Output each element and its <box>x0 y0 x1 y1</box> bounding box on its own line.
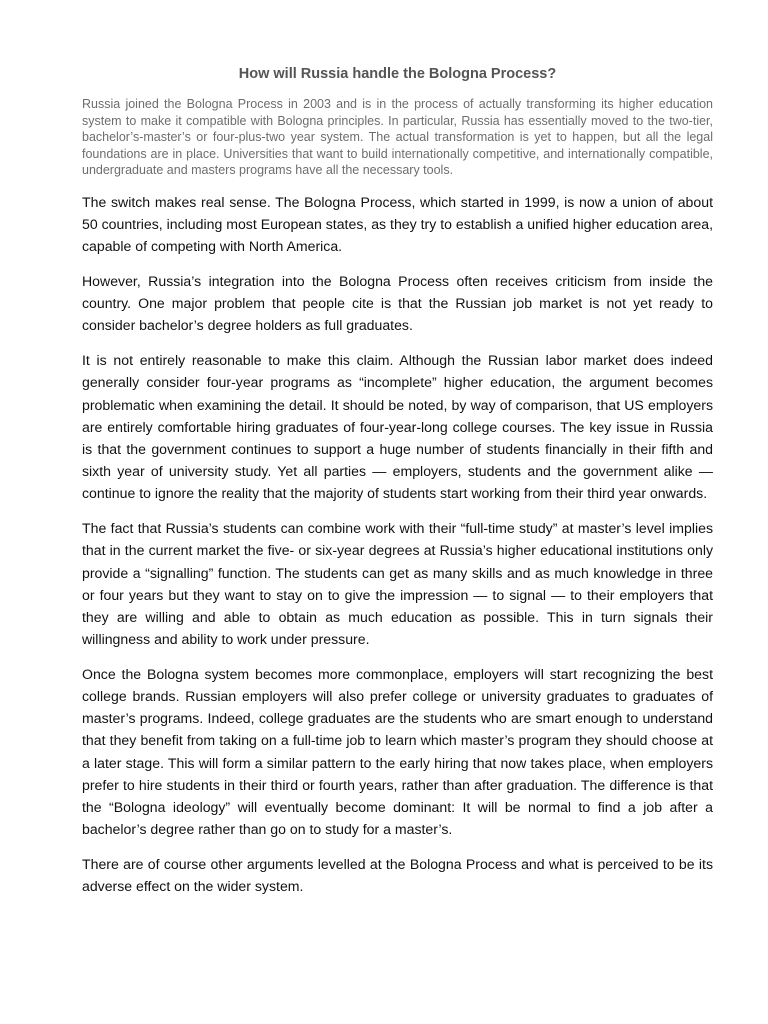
body-paragraph-4: The fact that Russia’s students can combine work with their “full-time study” at master’s level implies that in the current market the five- or six-year degrees at Russia’s higher educational institutions only provide a “signalling” function. The students can get as many skills and as much knowledge in three or four years but they want to stay on to give the impression — to signal — to their employers that they are willing and able to obtain as much education as possible. This in turn signals their willingness and ability to work under pressure. <box>82 520 713 648</box>
body-paragraph-6: There are of course other arguments levelled at the Bologna Process and what is perceived to be its adverse effect on the wider system. <box>82 855 713 895</box>
body-paragraph-1: The switch makes real sense. The Bologna Process, which started in 1999, is now a union of about 50 countries, including most European states, as they try to establish a unified higher education area, capable of competing with North America. <box>82 193 713 255</box>
body-paragraph-2: However, Russia’s integration into the Bologna Process often receives criticism from inside the country. One major problem that people cite is that the Russian job market is not yet ready to consider bachelor’s degree holders as full graduates. <box>82 273 713 334</box>
document-page <box>82 64 713 910</box>
body-paragraph-3: It is not entirely reasonable to make this claim. Although the Russian labor market does indeed generally consider four-year programs as “incomplete” higher education, the argument becomes problematic when examining the detail. It should be noted, by way of comparison, that US employers are entirely comfortable hiring graduates of four-year-long college courses. The key issue in Russia is that the government continues to support a huge number of students financially in their fifth and sixth year of university study. Yet all parties — employers, students and the government alike — continue to ignore the reality that the majority of students start working from their third year onwards. <box>82 352 713 502</box>
body-paragraph-5: Once the Bologna system becomes more commonplace, employers will start recognizing the best college brands. Russian employers will also prefer college or university graduates to graduates of master’s programs. Indeed, college graduates are the students who are smart enough to understand that they benefit from taking on a full-time job to learn which master’s program they should choose at a later stage. This will form a similar pattern to the early hiring that now takes place, when employers prefer to hire students in their third or fourth years, rather than after graduation. The difference is that the “Bologna ideology” will eventually become dominant: It will be normal to find a job after a bachelor’s degree rather than go on to study for a master’s. <box>82 665 713 838</box>
document-title: How will Russia handle the Bologna Process? <box>238 66 557 82</box>
lede-paragraph: Russia joined the Bologna Process in 2003 and is in the process of actually transforming its higher education system to make it compatible with Bologna principles. In particular, Russia has essentially moved to the two-tier, bachelor’s-master’s or four-plus-two year system. The actual transformation is yet to happen, but all the legal foundations are in place. Universities that want to build internationally competitive, and internationally compatible, undergraduate and masters programs have all the necessary tools. <box>82 97 713 178</box>
